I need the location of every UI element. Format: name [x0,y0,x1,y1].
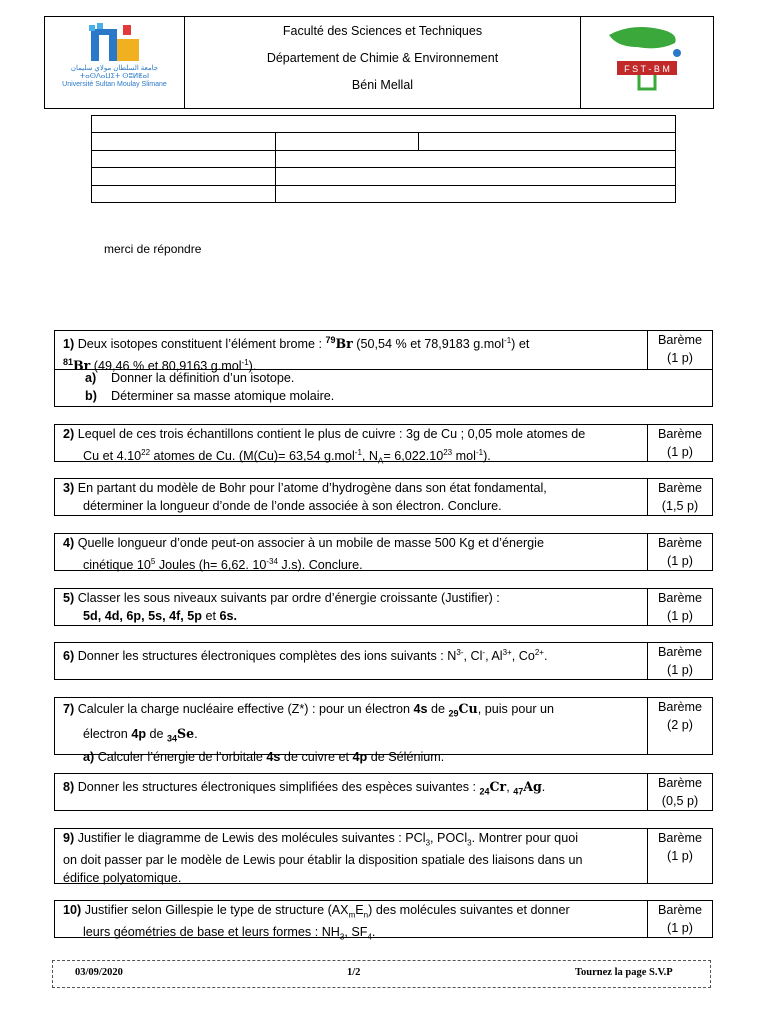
info-cell[interactable] [276,168,676,185]
bareme-points: (2 p) [667,717,693,732]
question-text: Donner les structures électroniques complètes des ions suivants : N [74,649,457,664]
question-text: Quelle longueur d’onde peut-on associer à un mobile de masse 500 Kg et d’énergie [74,536,544,550]
question-number: 4) [63,536,75,550]
instruction-text: merci de répondre [104,242,202,256]
question-text: Calculer la charge nucléaire effective (Z*) : pour un électron [74,702,414,716]
question-text: . [371,925,376,940]
question-text: on doit passer par le modèle de Lewis pour établir la disposition spatiale des liaisons dans un [63,853,583,868]
question-text: , POCl [430,831,468,845]
question-text: édifice polyatomique. [63,870,182,885]
orbital: 4s [413,702,428,716]
bareme [647,589,712,625]
question-text: , puis pour un [477,702,555,716]
question-text: leurs géométries de base et leurs formes : NH [83,925,340,940]
question-text: 5d, 4d, 6p, 5s, 4f, 5p [83,608,202,623]
question-number: 2) [63,427,75,441]
info-cell[interactable] [92,185,276,202]
subpart-label: b) [85,388,97,403]
question-text: . Montrer pour quoi [471,831,578,845]
question-text: E [355,903,364,917]
question-number: 10) [63,903,82,917]
faculty-name: Faculté des Sciences et Techniques [282,24,483,38]
bareme [647,331,712,369]
question-1-subparts [54,369,713,407]
subpart-label: a) [85,371,97,385]
bareme-label: Barème [657,481,703,495]
question-5 [54,588,713,626]
question-text: de cuivre et [280,750,353,765]
info-cell[interactable] [276,133,419,150]
question-text: Lequel de ces trois échantillons contient le plus de cuivre : 3g de Cu ; 0,05 mole atomes de [74,427,586,441]
bareme-points: (0,5 p) [661,793,699,808]
bareme [647,774,712,810]
bareme-points: (1 p) [667,553,693,568]
fst-logo-text: F S T - B M [624,64,670,74]
bareme-points: (1 p) [667,608,693,623]
bareme-label: Barème [657,903,703,917]
isotope-mass: 81 [63,356,74,367]
student-info-table [91,115,676,203]
question-8 [54,773,713,811]
question-text: Classer les sous niveaux suivants par ordre d’énergie croissante (Justifier) : [74,591,500,605]
bareme-label: Barème [657,776,703,790]
exponent: -1 [504,336,512,345]
question-text: mol [452,448,476,463]
bareme-label: Barème [657,427,703,441]
bareme-label: Barème [657,831,703,845]
subpart-text: Déterminer sa masse atomique molaire. [111,388,335,403]
question-text: , [506,780,514,794]
bareme-points: (1 p) [667,848,693,863]
element-symbol: Cu [458,701,478,716]
logo-arabic-text: جامعة السلطان مولاي سليمان [70,65,159,72]
exponent: -1 [354,447,362,457]
subscript: m [348,910,356,920]
question-text: ). [248,358,257,373]
info-cell[interactable] [92,133,276,150]
footer-date: 03/09/2020 [75,967,123,978]
element-symbol: Se [177,725,195,741]
exponent: 23 [443,447,453,457]
info-cell[interactable] [92,168,276,185]
info-cell[interactable] [276,185,676,202]
bareme-label: Barème [657,333,703,347]
question-text: (49,46 % et 80,9163 g.mol [90,358,242,373]
subscript: 3 [339,932,345,942]
logo-french-text: Université Sultan Moulay Slimane [62,81,167,88]
question-text: Calculer l’énergie de l’orbitale [94,750,267,765]
question-10 [54,900,713,942]
question-text: . [543,649,548,664]
info-cell[interactable] [92,150,276,167]
question-number: 7) [63,702,75,716]
bareme [647,643,712,679]
ion-charge: 2+ [534,648,544,657]
question-1 [54,330,713,373]
bareme-points: (1,5 p) [661,498,699,513]
info-cell[interactable] [419,133,676,150]
logo-tifinagh-text: ⵜⴰⵙⴷⴰⵡⵉⵜ ⵙⵓⵍⵟⴰⵏ [79,73,150,80]
question-4 [54,533,713,571]
question-text: . [541,780,546,794]
question-text: atomes de Cu. (M(Cu)= 63,54 g.mol [150,448,355,463]
atomic-number: 24 [479,786,490,797]
question-text: , SF [344,925,368,940]
subscript: 4 [367,932,372,942]
question-text: Cu et 4.10 [83,448,142,463]
bareme-label: Barème [657,591,703,605]
element-symbol: Ag [523,779,542,794]
subscript: 3 [425,838,431,848]
question-text: Justifier le diagramme de Lewis des molécules suivantes : PCl [74,831,426,845]
bareme-points: (1 p) [667,444,693,459]
page-number: 1/2 [347,967,361,978]
exponent: 22 [141,447,151,457]
question-text: (50,54 % et 78,9183 g.mol [352,337,505,352]
isotope-mass: 79 [325,335,336,345]
bareme [647,698,712,754]
orbital: 4p [131,726,147,741]
orbital: 4p [352,750,368,765]
question-text: ). [483,448,491,463]
subscript: A [378,456,384,466]
question-number: 1) [63,337,75,352]
university-logo [45,17,185,108]
question-text: ) des molécules suivantes et donner [368,903,570,917]
question-number: 5) [63,591,75,605]
info-cell[interactable] [92,116,676,133]
question-6 [54,642,713,680]
question-text: Justifier selon Gillespie le type de structure (AX [81,903,349,917]
atomic-number: 29 [448,708,459,719]
city-name: Béni Mellal [351,78,414,92]
isotope-symbol: Br [335,336,353,352]
question-number: 6) [63,649,75,664]
question-text: 6s. [219,608,238,623]
question-text: , N [361,448,378,463]
question-9 [54,828,713,884]
question-text: Joules (h= 6,62. 10 [155,557,267,572]
orbital: 4s [266,750,281,765]
atomic-number: 34 [167,733,178,744]
ion-charge: 3- [456,648,464,657]
bareme-label: Barème [657,645,703,659]
question-text: de [427,702,449,716]
subscript: 3 [467,838,472,848]
subscript: n [363,910,369,920]
question-text: En partant du modèle de Bohr pour l’atome d’hydrogène dans son état fondamental, [74,481,547,495]
question-text: de [146,726,168,741]
subpart-label: a) [83,750,95,765]
turn-page-note: Tournez la page S.V.P [575,967,673,978]
element-symbol: Cr [489,779,507,794]
isotope-symbol: Br [73,357,91,373]
document-header [44,16,714,109]
question-text: . [194,726,198,741]
atomic-number: 47 [513,786,524,797]
question-7 [54,697,713,765]
question-text: et [201,608,220,623]
question-2 [54,424,713,466]
exponent: -1 [475,447,484,457]
ion-charge: 3+ [502,648,512,657]
question-text: J.s). Conclure. [277,557,363,572]
question-text: = 6,022.10 [383,448,444,463]
info-cell[interactable] [276,150,676,167]
ion-charge: - [482,648,486,657]
bareme [647,534,712,570]
question-text: Donner les structures électroniques simplifiées des espèces suivantes : [74,780,480,794]
question-text: déterminer la longueur d’onde de l’onde associée à son électron. Conclure. [83,498,502,513]
bareme-points: (1 p) [667,350,693,365]
question-text: , Co [511,649,535,664]
exponent: 5 [150,556,156,566]
question-text: , Cl [463,649,483,664]
question-3 [54,478,713,516]
bareme-label: Barème [657,700,703,714]
department-name: Département de Chimie & Environnement [266,51,499,65]
question-text: ) et [511,337,530,352]
bareme [647,425,712,461]
question-number: 8) [63,780,75,794]
subpart-text: Donner la définition d’un isotope. [111,371,295,385]
bareme [647,479,712,515]
bareme-points: (1 p) [667,920,693,935]
page-footer [52,960,711,988]
question-text: cinétique 10 [83,557,151,572]
bareme-label: Barème [657,536,703,550]
bareme [647,901,712,937]
question-number: 3) [63,481,75,495]
question-number: 9) [63,831,75,845]
bareme-points: (1 p) [667,662,693,677]
exponent: -34 [266,556,278,566]
exponent: -1 [241,357,249,367]
fst-logo [581,17,713,108]
question-text: , Al [485,649,503,664]
bareme [647,829,712,883]
question-text: Deux isotopes constituent l’élément brome : [77,337,326,352]
question-text: de Sélénium. [367,750,445,765]
question-text: électron [83,726,132,741]
